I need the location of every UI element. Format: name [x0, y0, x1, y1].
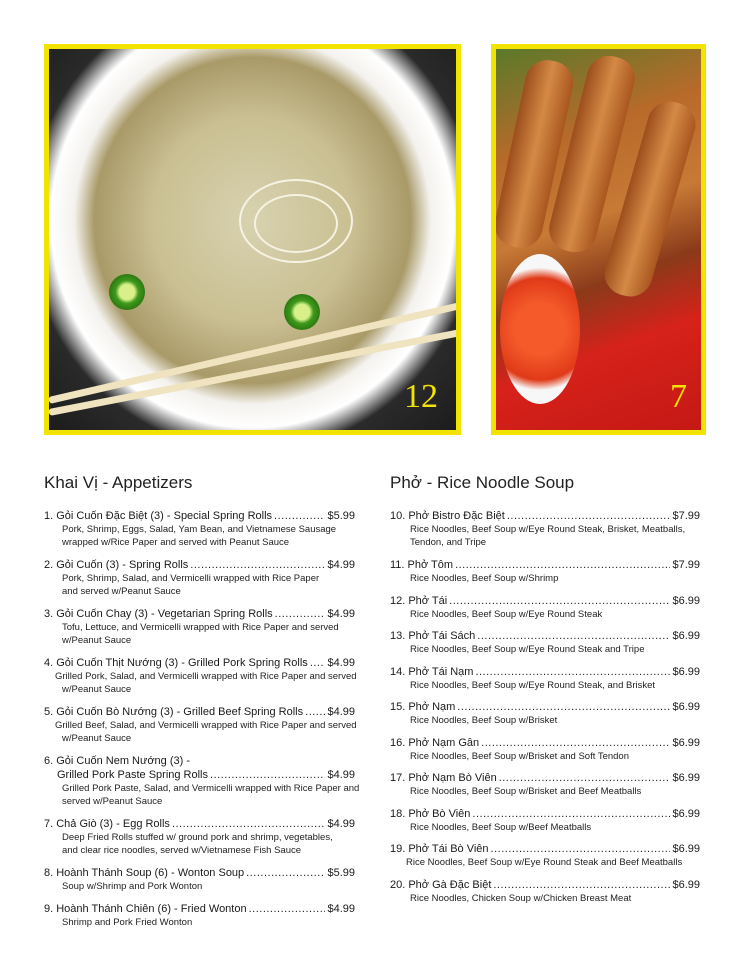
item-desc: Tofu, Lettuce, and Vermicelli wrapped with Rice Paper and served [62, 622, 339, 633]
menu-item [390, 558, 700, 585]
item-price: $6.99 [672, 595, 700, 607]
menu-item [44, 558, 355, 598]
item-name: 16. Phở Nạm Gân [390, 737, 480, 749]
item-name: 18. Phở Bò Viên [390, 808, 471, 820]
appetizers-heading: Khai Vị - Appetizers [44, 473, 193, 492]
item-price: $4.99 [327, 903, 355, 915]
item-desc: Rice Noodles, Beef Soup w/Beef Meatballs [410, 822, 592, 833]
item-desc: w/Peanut Sauce [62, 684, 132, 695]
menu-item [390, 807, 700, 834]
item-desc: Rice Noodles, Beef Soup w/Brisket and Soft Tendon [410, 751, 629, 762]
menu-item [390, 842, 700, 869]
item-desc: Rice Noodles, Beef Soup w/Eye Round Steak, and Brisket [410, 680, 656, 691]
item-price: $6.99 [672, 843, 700, 855]
item-name: 9. Hoành Thánh Chiên (6) - Fried Wonton [44, 903, 247, 915]
menu-item [44, 656, 357, 696]
chopstick [48, 327, 461, 416]
item-price: $4.99 [327, 769, 355, 781]
item-desc: Grilled Pork Paste, Salad, and Vermicelli wrapped with Rice Paper and [62, 783, 360, 794]
menu-item [390, 771, 700, 798]
egg-rolls-photo [491, 44, 706, 435]
item-desc: Pork, Shrimp, Eggs, Salad, Yam Bean, and Vietnamese Sausage [62, 524, 337, 535]
item-desc: Rice Noodles, Beef Soup w/Eye Round Steak [410, 609, 603, 620]
photo-number: 12 [404, 378, 438, 415]
item-name: 15. Phở Nạm [390, 701, 456, 713]
item-desc: Rice Noodles, Beef Soup w/Eye Round Steak, Brisket, Meatballs, [410, 524, 686, 535]
photo-number: 7 [670, 378, 687, 415]
menu-item [390, 509, 700, 549]
item-price: $4.99 [327, 818, 355, 830]
item-price: $5.99 [327, 510, 355, 522]
item-name: 8. Hoành Thánh Soup (6) - Wonton Soup [44, 867, 245, 879]
menu-item [390, 700, 700, 727]
item-name: 19. Phở Tái Bò Viên [390, 843, 489, 855]
item-desc: and served w/Peanut Sauce [62, 586, 181, 597]
item-desc: Rice Noodles, Beef Soup w/Shrimp [410, 573, 559, 584]
dipping-sauce [500, 254, 580, 404]
item-price: $7.99 [672, 510, 700, 522]
menu-item [390, 665, 700, 692]
item-price: $6.99 [672, 701, 700, 713]
item-price: $4.99 [327, 559, 355, 571]
item-desc: Grilled Pork, Salad, and Vermicelli wrapped with Rice Paper and served [55, 671, 357, 682]
menu-item [390, 878, 700, 905]
item-desc: Rice Noodles, Beef Soup w/Brisket [410, 715, 558, 726]
item-name: 5. Gỏi Cuốn Bò Nướng (3) - Grilled Beef Spring Rolls [44, 706, 304, 718]
item-desc: and clear rice noodles, served w/Vietnamese Fish Sauce [62, 845, 302, 856]
item-desc: w/Peanut Sauce [62, 635, 132, 646]
item-price: $4.99 [327, 657, 355, 669]
item-desc: w/Peanut Sauce [62, 733, 132, 744]
menu-item [44, 509, 355, 549]
item-name: 2. Gỏi Cuốn (3) - Spring Rolls [44, 559, 189, 571]
noodle-swirl-inner [254, 194, 338, 253]
item-name: 11. Phở Tôm [390, 559, 454, 571]
item-desc: Tendon, and Tripe [410, 537, 487, 548]
pho-heading: Phở - Rice Noodle Soup [390, 473, 575, 492]
item-desc: Rice Noodles, Beef Soup w/Eye Round Steak and Tripe [410, 644, 645, 655]
menu-item [44, 902, 355, 929]
menu-item [44, 607, 355, 647]
item-name: 13. Phở Tái Sách [390, 630, 476, 642]
item-desc: Rice Noodles, Chicken Soup w/Chicken Breast Meat [410, 893, 632, 904]
item-price: $6.99 [672, 879, 700, 891]
item-desc: Soup w/Shrimp and Pork Wonton [62, 881, 203, 892]
item-desc: Pork, Shrimp, Salad, and Vermicelli wrapped with Rice Paper [62, 573, 320, 584]
item-name: 10. Phở Bistro Đặc Biệt [390, 510, 505, 522]
item-desc: served w/Peanut Sauce [62, 796, 163, 807]
menu-item [390, 594, 700, 621]
item-name: 7. Chả Giò (3) - Egg Rolls [44, 818, 170, 830]
jalapeno-slice [284, 294, 320, 330]
item-price: $6.99 [672, 737, 700, 749]
item-price: $5.99 [327, 867, 355, 879]
item-name: 3. Gỏi Cuốn Chay (3) - Vegetarian Spring Rolls [44, 608, 273, 620]
menu-item [44, 817, 355, 857]
menu-item [44, 705, 357, 745]
item-price: $6.99 [672, 772, 700, 784]
item-desc: wrapped w/Rice Paper and served with Peanut Sauce [62, 537, 290, 548]
item-name-continued: Grilled Pork Paste Spring Rolls [57, 769, 209, 781]
item-desc: Rice Noodles, Beef Soup w/Eye Round Steak and Beef Meatballs [406, 857, 683, 868]
item-price: $7.99 [672, 559, 700, 571]
item-name: 17. Phở Nạm Bò Viên [390, 772, 497, 784]
item-price: $6.99 [672, 630, 700, 642]
item-name: 20. Phở Gà Đặc Biệt [390, 879, 492, 891]
pho-photo [44, 44, 461, 435]
item-name: 12. Phở Tái [390, 595, 448, 607]
menu-item [44, 754, 359, 808]
jalapeno-slice [109, 274, 145, 310]
item-price: $4.99 [327, 608, 355, 620]
item-price: $4.99 [327, 706, 355, 718]
menu-item [390, 629, 700, 656]
item-desc: Grilled Beef, Salad, and Vermicelli wrapped with Rice Paper and served [55, 720, 357, 731]
item-name: 1. Gỏi Cuốn Đặc Biệt (3) - Special Spring Rolls [44, 510, 273, 522]
item-price: $6.99 [672, 666, 700, 678]
menu-item [44, 866, 355, 893]
item-name: 4. Gỏi Cuốn Thịt Nướng (3) - Grilled Pork Spring Rolls [44, 657, 308, 669]
item-price: $6.99 [672, 808, 700, 820]
item-name: 6. Gỏi Cuốn Nem Nướng (3) - [44, 755, 191, 767]
chopstick [48, 300, 461, 404]
item-name: 14. Phở Tái Nạm [390, 666, 474, 678]
item-desc: Rice Noodles, Beef Soup w/Brisket and Beef Meatballs [410, 786, 642, 797]
item-desc: Shrimp and Pork Fried Wonton [62, 917, 193, 928]
menu-item [390, 736, 700, 763]
item-desc: Deep Fried Rolls stuffed w/ ground pork and shrimp, vegetables, [62, 832, 333, 843]
